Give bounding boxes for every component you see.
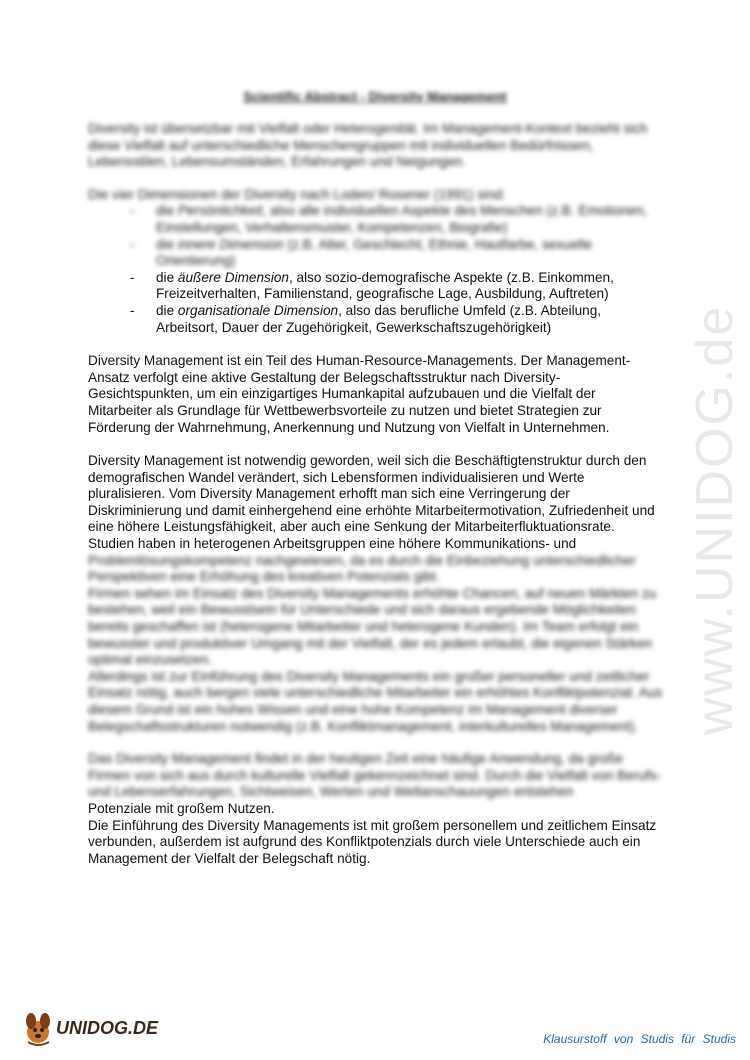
studies-paragraph: Problemlösungskompetenz nachgewiesen, da es durch die Einbeziehung unterschiedlicher Perspektiven eine Erhöhung des kreativen Potenzials gibt. bbox=[88, 552, 636, 585]
dimensions-list bbox=[88, 203, 663, 336]
studies-first-line: Studien haben in heterogenen Arbeitsgruppen eine höhere Kommunikations- und bbox=[88, 536, 577, 552]
list-item: - die äußere Dimension, also sozio-demografische Aspekte (z.B. Einkommen, Freizeitverhalten, Familienstand, geografische Lage, Ausbildung, Auftreten) bbox=[130, 269, 614, 302]
watermark bbox=[685, 300, 745, 740]
however-paragraph: Allerdings ist zur Einführung des Diversity Managements ein großer personeller und zeitlicher Einsatz nötig, auch bergen viele unterschiedliche Mitarbeiter ein erhöhtes Konfliktpotenzial. Aus diesem Grund ist ein hohes Wissen und eine hohe Kompetenz im Management diverser Belegschaftsstrukturen notwendig (z.B. Konfliktmanagement, interkulturelles Management). bbox=[88, 668, 663, 734]
hr-paragraph: Diversity Management ist ein Teil des Human-Resource-Managements. Der Management-Ansatz verfolgt eine aktive Gestaltung der Belegschaftsstruktur nach Diversity-Gesichtspunkten, um ein einzigartiges Humankapital aufzubauen und die Vielfalt der Mitarbeiter als Grundlage für Wettbewerbsvorteile zu nutzen und bietet Strategien zur Förderung der Wahrnehmung, Anerkennung und Nutzung von Vielfalt in Unternehmen. bbox=[88, 353, 631, 435]
list-item: - die innere Dimension (z.B. Alter, Geschlecht, Ethnie, Hautfarbe, sexuelle Orientierung) bbox=[130, 236, 593, 269]
markets-paragraph: Firmen sehen im Einsatz des Diversity Managements erhöhte Chancen, auf neuen Märkten zu bestehen, weil ein Bewusstsein für Unterschiede und sich daraus ergebende Möglichkeiten bereits geschaffen ist (heterogene Mitarbeiter und heterogene Kunden). Im Team erfolgt ein bewusster und produktiver Umgang mit der Vielfalt, der es jedem erlaubt, die eigenen Stärken optimal einzusetzen. bbox=[88, 585, 657, 668]
necessity-paragraph: Diversity Management ist notwendig geworden, weil sich die Beschäftigtenstruktur durch den demografischen Wandel verändert, sich Lebensformen individualisieren und Werte pluralisieren. Vom Diversity Management erhofft man sich eine Verringerung der Diskriminierung und damit einhergehend eine erhöhte Mitarbeitermotivation, Zufriedenheit und eine höhere Leistungsfähigkeit, aber auch eine Senkung der Mitarbeiterfluktuationsrate. bbox=[88, 453, 655, 535]
today-paragraph: Das Diversity Management findet in der heutigen Zeit eine häufige Anwendung, da große Firmen von sich aus durch kulturelle Vielfalt gekennzeichnet sind. Durch die Vielfalt von Berufs- und Lebenserfahrungen, Sichtweisen, Werten und Weltanschauungen entstehen bbox=[88, 751, 661, 800]
logo-text: UNIDOG.DE bbox=[56, 1018, 159, 1038]
list-item: - die organisationale Dimension, also das berufliche Umfeld (z.B. Abteilung, Arbeitsort, Dauer der Zugehörigkeit, Gewerkschaftszugehörigkeit) bbox=[130, 302, 602, 335]
dimensions-intro: Die vier Dimensionen der Diversity nach Loden/ Rosener (1991) sind: bbox=[88, 186, 506, 202]
today-last-line: Potenziale mit großem Nutzen. bbox=[88, 800, 275, 816]
unidog-logo bbox=[22, 1008, 182, 1048]
conclusion-paragraph: Die Einführung des Diversity Managements ist mit großem personellem und zeitlichem Einsatz verbunden, außerdem ist aufgrund des Konfliktpotenzials durch viele Unterschiede auch ein Management der Vielfalt der Belegschaft nötig. bbox=[88, 817, 657, 866]
footer-slogan: Klausurstoff von Studis für Studis bbox=[543, 1032, 736, 1046]
dog-mascot-icon bbox=[22, 1008, 56, 1048]
watermark-text: www.UNIDOG.de bbox=[686, 304, 744, 736]
document-title: Scientific Abstract - Diversity Management bbox=[243, 89, 507, 104]
document-body bbox=[88, 121, 663, 867]
intro-paragraph: Diversity ist übersetzbar mit Vielfalt oder Heterogenität. Im Management-Kontext bezieht sich diese Vielfalt auf unterschiedliche Menschengruppen mit individuellen Bedürfnissen, Lebensstilen, Lebensumständen, Erfahrungen und Neigungen. bbox=[88, 121, 648, 170]
list-item: - die Persönlichkeit, also alle individuellen Aspekte des Menschen (z.B. Emotionen, Einstellungen, Verhaltensmuster, Kompetenzen, Biografie) bbox=[130, 203, 648, 235]
